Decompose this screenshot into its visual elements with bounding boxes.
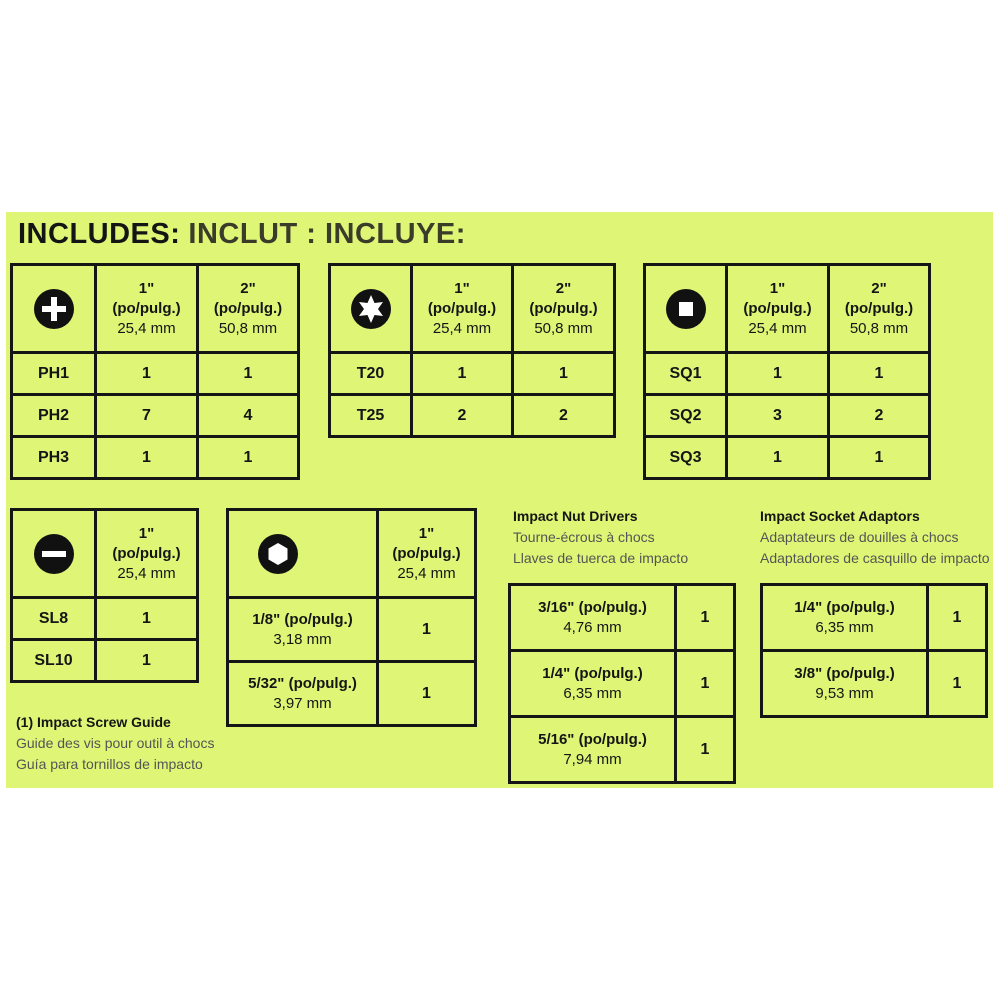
- table-row: 3/16" (po/pulg.) 4,76 mm 1: [510, 585, 735, 651]
- square-table: [643, 263, 931, 480]
- table-row: SQ2 3 2: [645, 395, 930, 437]
- table-row: PH3 1 1: [12, 437, 299, 479]
- table-row: 1/4" (po/pulg.) 6,35 mm 1: [510, 651, 735, 717]
- col-1in-header: 1" (po/pulg.) 25,4 mm: [727, 265, 829, 353]
- screw-guide-label: (1) Impact Screw Guide Guide des vis pour outil à chocs Guía para tornillos de impacto: [16, 714, 215, 772]
- table-row: 3/8" (po/pulg.) 9,53 mm 1: [762, 651, 987, 717]
- hex-table: [226, 508, 477, 727]
- nut-drivers-table: [508, 583, 736, 784]
- phillips-icon: [12, 265, 96, 353]
- torx-table: [328, 263, 616, 438]
- nut-drivers-label: Impact Nut Drivers Tourne-écrous à chocs Llaves de tuerca de impacto: [513, 508, 689, 566]
- table-row: 5/16" (po/pulg.) 7,94 mm 1: [510, 717, 735, 783]
- includes-heading: [18, 214, 466, 254]
- table-row: SL10 1: [12, 640, 198, 682]
- table-row: SQ3 1 1: [645, 437, 930, 479]
- table-row: 1/8" (po/pulg.) 3,18 mm 1: [228, 598, 476, 662]
- heading-secondary: INCLUT : INCLUYE:: [188, 218, 466, 250]
- col-1in-header: 1" (po/pulg.) 25,4 mm: [96, 510, 198, 598]
- square-drive-icon: [645, 265, 727, 353]
- hex-icon: [228, 510, 378, 598]
- socket-adaptors-table: [760, 583, 988, 718]
- table-row: T25 2 2: [330, 395, 615, 437]
- col-2in-header: 2" (po/pulg.) 50,8 mm: [829, 265, 930, 353]
- slotted-icon: [12, 510, 96, 598]
- table-row: 1/4" (po/pulg.) 6,35 mm 1: [762, 585, 987, 651]
- col-2in-header: 2" (po/pulg.) 50,8 mm: [513, 265, 615, 353]
- table-row: SQ1 1 1: [645, 353, 930, 395]
- table-row: SL8 1: [12, 598, 198, 640]
- table-row: PH2 7 4: [12, 395, 299, 437]
- slotted-table: [10, 508, 199, 683]
- heading-primary: INCLUDES:: [18, 218, 181, 250]
- table-row: 5/32" (po/pulg.) 3,97 mm 1: [228, 662, 476, 726]
- table-row: PH1 1 1: [12, 353, 299, 395]
- table-row: T20 1 1: [330, 353, 615, 395]
- col-1in-header: 1" (po/pulg.) 25,4 mm: [96, 265, 198, 353]
- torx-star-icon: [330, 265, 412, 353]
- col-1in-header: 1" (po/pulg.) 25,4 mm: [412, 265, 513, 353]
- col-1in-header: 1" (po/pulg.) 25,4 mm: [378, 510, 476, 598]
- phillips-table: [10, 263, 300, 480]
- col-2in-header: 2" (po/pulg.) 50,8 mm: [198, 265, 299, 353]
- socket-adaptors-label: Impact Socket Adaptors Adaptateurs de douilles à chocs Adaptadores de casquillo de impacto: [760, 508, 990, 566]
